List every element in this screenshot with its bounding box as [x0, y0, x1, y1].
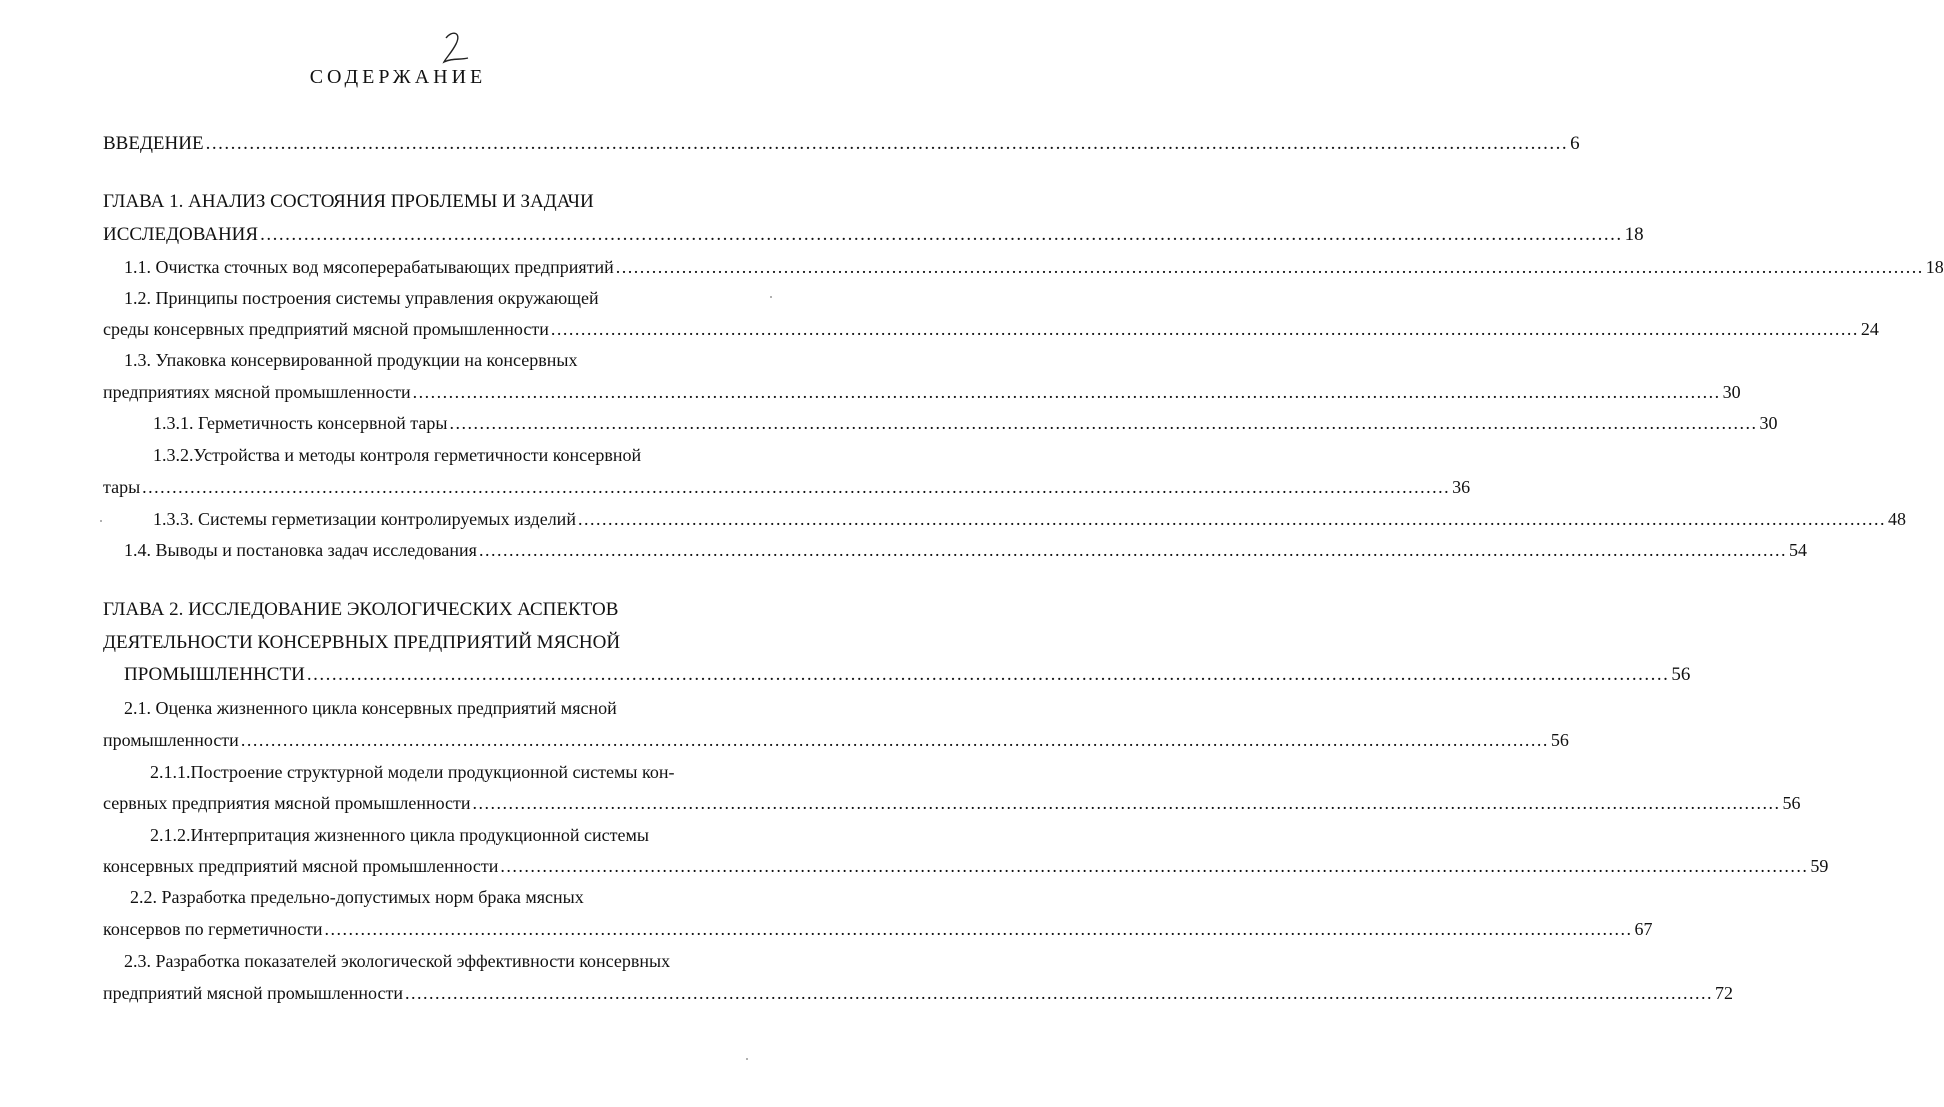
dot-leader: ..........................................................................................................................................................................................................................: [306, 664, 1670, 685]
toc-entry-title: 1.3.1. Герметичность консервной тары: [153, 413, 448, 433]
toc-entry-page: 30: [1759, 413, 1778, 433]
toc-entry-page: 56: [1782, 793, 1801, 813]
toc-section-2-1-1-line1: [150, 761, 674, 783]
toc-entry-title: 1.1. Очистка сточных вод мясоперерабатывающих предприятий: [124, 257, 614, 277]
toc-section-1-3: [103, 381, 1741, 403]
toc-entry-page: 54: [1788, 540, 1807, 560]
toc-entry-title: 2.1. Оценка жизненного цикла консервных предприятий мясной: [124, 698, 617, 718]
dot-leader: ..........................................................................................................................................................................................................................: [500, 856, 1809, 876]
toc-entry-page: 72: [1714, 983, 1733, 1003]
toc-entry-title: ИССЛЕДОВАНИЯ: [103, 224, 259, 245]
scan-speck: [770, 296, 772, 298]
scan-speck: [746, 1058, 748, 1060]
dot-leader: ..........................................................................................................................................................................................................................: [577, 509, 1886, 529]
toc-section-2-3: [103, 982, 1733, 1004]
dot-leader: ..........................................................................................................................................................................................................................: [449, 413, 1758, 433]
toc-entry-title: ПРОМЫШЛЕННСТИ: [124, 664, 305, 685]
toc-chapter-2: [124, 664, 1691, 686]
dot-leader: ..........................................................................................................................................................................................................................: [472, 793, 1781, 813]
toc-entry-title: ГЛАВА 2. ИССЛЕДОВАНИЕ ЭКОЛОГИЧЕСКИХ АСПЕКТОВ: [103, 599, 619, 620]
toc-section-1-2: [103, 318, 1879, 340]
dot-leader: ..........................................................................................................................................................................................................................: [240, 730, 1549, 750]
toc-entry-title: 2.3. Разработка показателей экологической эффективности консервных: [124, 951, 671, 971]
dot-leader: ..........................................................................................................................................................................................................................: [550, 319, 1859, 339]
toc-entry-title: 1.3.3. Системы герметизации контролируемых изделий: [153, 509, 576, 529]
toc-entry-title: 1.3. Упаковка консервированной продукции на консервных: [124, 350, 578, 370]
dot-leader: ..........................................................................................................................................................................................................................: [412, 382, 1721, 402]
toc-entry-page: 56: [1550, 730, 1569, 750]
toc-section-2-1-line1: [124, 697, 617, 719]
toc-section-1-4: [124, 539, 1807, 561]
toc-entry-title: ДЕЯТЕЛЬНОСТИ КОНСЕРВНЫХ ПРЕДПРИЯТИЙ МЯСНОЙ: [103, 632, 621, 653]
toc-section-1-3-3: [153, 508, 1906, 530]
toc-chapter-2-title-line1: [103, 599, 618, 621]
toc-entry-page: 30: [1722, 382, 1741, 402]
toc-section-2-1: [103, 729, 1569, 751]
toc-entry-page: 36: [1452, 477, 1471, 497]
toc-entry-title: 1.4. Выводы и постановка задач исследования: [124, 540, 477, 560]
toc-entry-title: ГЛАВА 1. АНАЛИЗ СОСТОЯНИЯ ПРОБЛЕМЫ И ЗАДАЧИ: [103, 191, 594, 212]
toc-entry-title: ВВЕДЕНИЕ: [103, 133, 204, 154]
dot-leader: ..........................................................................................................................................................................................................................: [260, 224, 1623, 245]
toc-entry-title: промышленности: [103, 730, 239, 750]
toc-entry-title: среды консервных предприятий мясной промышленности: [103, 319, 549, 339]
toc-section-2-3-line1: [124, 950, 670, 972]
toc-section-2-1-2: [103, 855, 1829, 877]
toc-section-1-3-2: [103, 476, 1471, 498]
toc-section-2-2-line1: [130, 886, 584, 908]
toc-entry-title: консервов по герметичности: [103, 919, 323, 939]
toc-entry-title: предприятиях мясной промышленности: [103, 382, 411, 402]
dot-leader: ..........................................................................................................................................................................................................................: [205, 133, 1569, 154]
toc-entry-page: 59: [1810, 856, 1829, 876]
toc-section-1-3-line1: [124, 349, 577, 371]
toc-entry-page: 48: [1887, 509, 1906, 529]
toc-entry-title: 1.3.2.Устройства и методы контроля герметичности консервной: [153, 445, 642, 465]
toc-section-2-1-2-line1: [150, 824, 649, 846]
toc-entry-title: 1.2. Принципы построения системы управления окружающей: [124, 288, 599, 308]
page-title: СОДЕРЖАНИЕ: [309, 66, 487, 88]
toc-section-1-3-1: [153, 412, 1778, 434]
toc-entry-title: тары: [103, 477, 141, 497]
toc-section-1-1: [124, 256, 1944, 278]
toc-entry-page: 67: [1634, 919, 1653, 939]
toc-chapter-1: [103, 224, 1644, 246]
toc-entry-page: 18: [1925, 257, 1944, 277]
toc-section-1-2-line1: [124, 287, 599, 309]
toc-entry-title: сервных предприятия мясной промышленности: [103, 793, 471, 813]
toc-entry-title: 2.1.2.Интерпритация жизненного цикла продукционной системы: [150, 825, 649, 845]
toc-section-1-3-2-line1: [153, 444, 641, 466]
dot-leader: ..........................................................................................................................................................................................................................: [404, 983, 1713, 1003]
toc-chapter-1-title: [103, 191, 594, 213]
dot-leader: ..........................................................................................................................................................................................................................: [615, 257, 1924, 277]
toc-entry-page: 24: [1860, 319, 1879, 339]
toc-section-2-1-1: [103, 792, 1801, 814]
handwritten-page-number: [438, 28, 478, 68]
toc-entry-introduction: [103, 133, 1580, 155]
scan-speck: [100, 520, 102, 522]
toc-entry-title: 2.2. Разработка предельно-допустимых норм брака мясных: [130, 887, 584, 907]
toc-entry-title: 2.1.1.Построение структурной модели продукционной системы кон-: [150, 762, 675, 782]
toc-section-2-2: [103, 918, 1653, 940]
dot-leader: ..........................................................................................................................................................................................................................: [142, 477, 1451, 497]
toc-entry-title: предприятий мясной промышленности: [103, 983, 403, 1003]
toc-chapter-2-title-line2: [103, 632, 620, 654]
toc-entry-page: 56: [1671, 664, 1691, 685]
toc-entry-title: консервных предприятий мясной промышленности: [103, 856, 499, 876]
toc-entry-page: 18: [1624, 224, 1644, 245]
dot-leader: ..........................................................................................................................................................................................................................: [478, 540, 1787, 560]
dot-leader: ..........................................................................................................................................................................................................................: [324, 919, 1633, 939]
toc-entry-page: 6: [1570, 133, 1580, 154]
